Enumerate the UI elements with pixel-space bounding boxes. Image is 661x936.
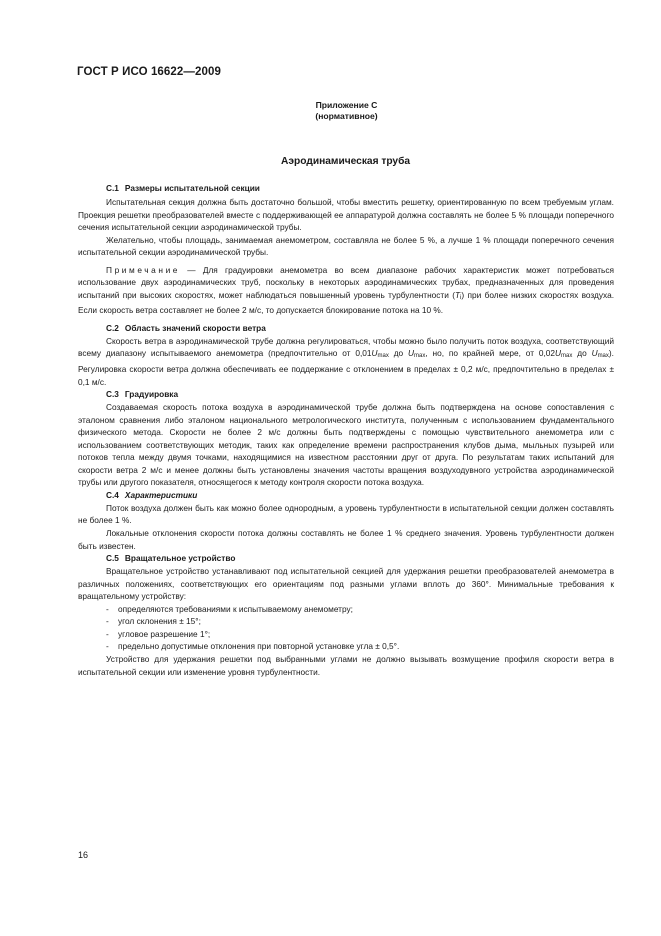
paragraph: Вращательное устройство устанавливают под испытательной секцией для удержания решетки преобразователей анемометра в различных положениях, соответствующих его ориентациям под разными углами вплоть до 360°. Минимальные требования к вращательному устройству:	[78, 566, 614, 602]
requirements-list	[78, 603, 614, 653]
section-number: С.4	[106, 489, 119, 500]
page-number: 16	[78, 850, 89, 860]
note-text-a: — Для градуировки анемометра во всем диапазоне рабочих характеристик может потребоваться использование двух аэродинамических труб, поскольку в некоторых аэродинамических трубах, предназначенных для проведения испытаний при высоких скоростях, может наблюдаться повышенный уровень турбулентности (	[78, 264, 614, 300]
annex-title: Аэродинамическая труба	[280, 156, 411, 167]
document-body	[78, 182, 614, 678]
section-heading-c5	[78, 552, 614, 565]
subscript: i	[460, 294, 462, 301]
note-paragraph	[78, 264, 614, 317]
paragraph: Испытательная секция должна быть достаточно большой, чтобы вместить решетку, ориентированную по всем требуемым углам. Проекция решетки преобразователей вместе с поддерживающей ее аппаратурой должна составлять не более 5 % площади поперечного сечения испытательной секции аэродинамической трубы.	[78, 197, 614, 233]
note-text-b: ) при более низких скоростях воздуха. Если скорость ветра составляет не более 2 м/с, то допускается блокирование потока на 10 %.	[78, 289, 614, 316]
annex-status: (нормативное)	[315, 111, 378, 121]
annex-label: Приложение С	[315, 100, 378, 110]
paragraph: Локальные отклонения скорости потока должны составлять не более 1 % среднего значения. Уровень турбулентности должен быть известен.	[78, 528, 614, 551]
paragraph: Желательно, чтобы площадь, занимаемая анемометром, составляла не более 5 %, а лучше 1 % площади поперечного сечения испытательной секции аэродинамической трубы.	[78, 234, 614, 258]
section-title: Вращательное устройство	[124, 553, 236, 564]
list-item: - определяются требованиями к испытываемому анемометру;	[106, 603, 353, 614]
section-number: С.1	[106, 183, 119, 193]
section-title: Размеры испытательной секции	[124, 183, 260, 193]
list-item: - угол склонения ± 15°;	[106, 616, 201, 627]
section-title: Градуировка	[124, 389, 179, 400]
section-number: С.5	[106, 553, 119, 564]
section-heading-c2	[78, 322, 614, 335]
paragraph: Создаваемая скорость потока воздуха в аэродинамической трубе должна быть подтверждена на основе сопоставления с эталоном сравнения либо эталоном национального метрологического института, полученным с использованием фундаментального физического метода. Скорости не более 2 м/с должны быть подтверждены с помощью чувствительного анемометра или с использованием соответствующих методик, таких как определение времени распространения клубов дыма, мыльных пузырей или потоков тепла между двумя точками, находящимися на известном расстоянии друг от друга. По результатам таких испытаний для скорости ветра 2 м/с и менее должны быть установлены значения частоты вращения воздуходувного устройства аэродинамической трубы или другого показателя, относящегося к методу контроля скорости потока воздуха.	[78, 402, 614, 488]
symbol: T	[454, 289, 461, 300]
list-item: - предельно допустимые отклонения при повторной установке угла ± 0,5°.	[106, 641, 400, 652]
section-number: С.2	[106, 322, 119, 333]
section-number: С.3	[106, 389, 119, 400]
section-heading-c3	[78, 388, 614, 401]
standard-header: ГОСТ Р ИСО 16622—2009	[77, 66, 222, 78]
list-item: - угловое разрешение 1°;	[106, 628, 211, 639]
paragraph: Поток воздуха должен быть как можно более однородным, а уровень турбулентности в испытательной секции должен составлять не более 1 %.	[78, 502, 614, 526]
section-title: Характеристики	[124, 489, 198, 500]
section-title: Область значений скорости ветра	[124, 322, 266, 333]
paragraph: Устройство для удержания решетки под выбранными углами не должно вызывать возмущение профиля скорости ветра в испытательной секции или изменение уровня турбулентности.	[78, 653, 614, 677]
note-label: Примечание	[106, 264, 181, 275]
paragraph: Скорость ветра в аэродинамической трубе должна регулироваться, чтобы можно было получить поток воздуха, соответствующий всему диапазону испытываемого анемометра (предпочтительно от $0,01U_{max}$ до $U_{max}$, но, по крайней мере, от $0,02U_{max}$ до $U_{max}$). Регулировка скорости ветра должна обеспечивать ее поддержание с отклонением в пределах ± 0,2 м/с, предпочтительно в пределах ± 0,1 м/с.	[78, 335, 614, 387]
section-heading-c1	[78, 182, 614, 195]
section-heading-c4	[78, 489, 614, 502]
